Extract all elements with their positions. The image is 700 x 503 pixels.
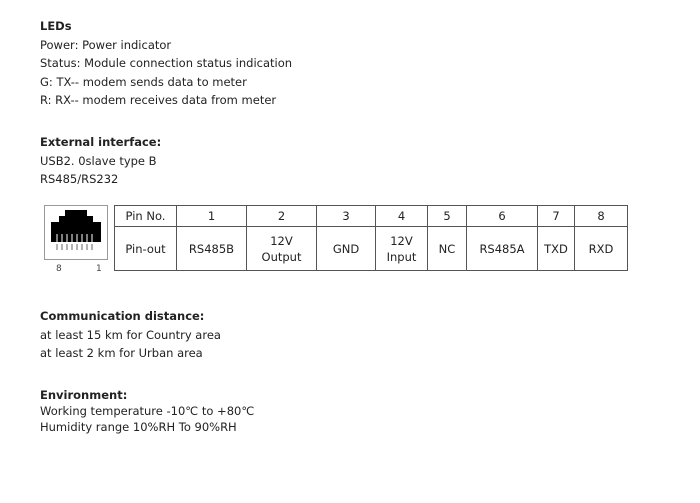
table-cell: 1: [177, 206, 247, 227]
distance-title: Communication distance:: [40, 309, 205, 323]
interface-line: RS485/RS232: [40, 172, 119, 186]
distance-section: [40, 307, 221, 363]
pinout-table: [114, 205, 628, 271]
distance-line: at least 2 km for Urban area: [40, 346, 203, 360]
table-cell: [247, 227, 317, 271]
table-cell: 3: [317, 206, 376, 227]
interface-line: USB2. 0slave type B: [40, 153, 157, 168]
table-cell: 5: [428, 206, 467, 227]
table-cell: 8: [575, 206, 628, 227]
leds-title: LEDs: [40, 19, 72, 33]
table-cell: 7: [538, 206, 575, 227]
table-cell: 4: [376, 206, 428, 227]
interface-title: External interface:: [40, 135, 162, 149]
table-row: [115, 227, 628, 271]
led-line: G: TX-- modem sends data to meter: [40, 74, 247, 89]
led-line: Status: Module connection status indication: [40, 56, 293, 70]
environment-line: Humidity range 10%RH To 90%RH: [40, 420, 237, 434]
table-row: [115, 206, 628, 227]
environment-section: [40, 387, 254, 435]
rj45-jack-icon: [44, 205, 108, 260]
distance-line: at least 15 km for Country area: [40, 327, 221, 342]
leds-section: [40, 17, 292, 110]
table-cell: RS485B: [177, 227, 247, 271]
table-cell: RS485A: [467, 227, 538, 271]
environment-title: Environment:: [40, 388, 128, 402]
table-cell: [376, 227, 428, 271]
cell-text: 12V Input: [386, 233, 417, 264]
table-cell: NC: [428, 227, 467, 271]
environment-line: Working temperature -10℃ to +80℃: [40, 404, 255, 418]
led-line: R: RX-- modem receives data from meter: [40, 93, 277, 107]
interface-section: [40, 133, 161, 189]
cell-text: 12V Output: [261, 233, 302, 264]
table-cell: TXD: [538, 227, 575, 271]
table-cell: GND: [317, 227, 376, 271]
pin-1-label: 1: [96, 264, 102, 274]
pin-8-label: 8: [56, 264, 62, 274]
led-line: Power: Power indicator: [40, 37, 172, 52]
table-cell: 2: [247, 206, 317, 227]
table-cell: Pin-out: [115, 227, 177, 271]
table-cell: Pin No.: [115, 206, 177, 227]
table-cell: RXD: [575, 227, 628, 271]
table-cell: 6: [467, 206, 538, 227]
